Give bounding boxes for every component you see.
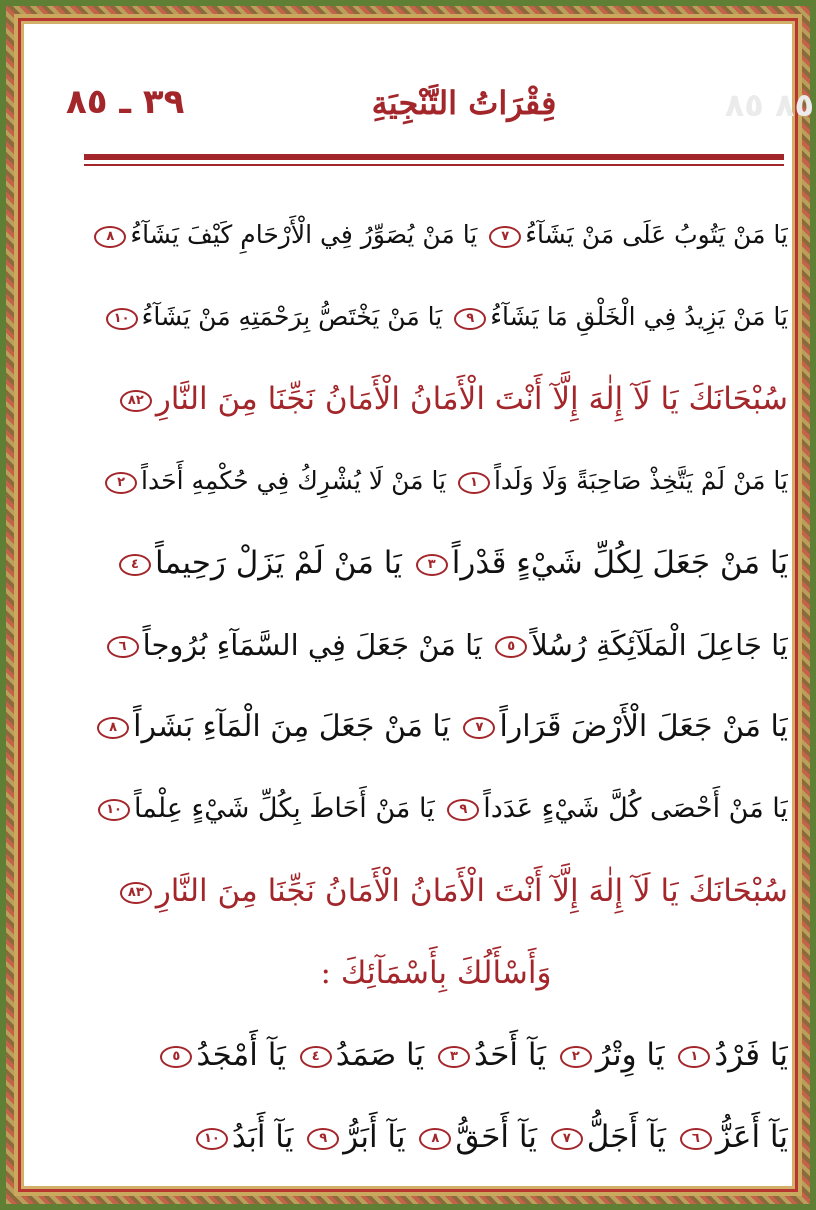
page-range: ٣٩ ـ ٨٥ xyxy=(66,82,185,122)
line-text: يَا مَنْ يَتُوبُ عَلَى مَنْ يَشَآءُ xyxy=(525,220,788,249)
line-text: يَآ أَجَلُّ xyxy=(586,1119,666,1155)
verse-number-marker: ٢ xyxy=(105,472,137,494)
line-text: يَا مَنْ لَمْ يَتَّخِذْ صَاحِبَةً وَلَا وَلَداً xyxy=(493,466,788,495)
line-text: يَا جَاعِلَ الْمَلَآئِكَةِ رُسُلاً xyxy=(531,628,788,662)
text-line xyxy=(84,686,788,768)
verse-number-marker: ٩ xyxy=(447,799,479,821)
line-text: يَا مَنْ يَخْتَصُّ بِرَحْمَتِهِ مَنْ يَشَآءُ xyxy=(141,302,443,331)
verse-number-marker: ٨٣ xyxy=(120,882,152,904)
verse-number-marker: ٤ xyxy=(300,1046,332,1068)
text-line xyxy=(84,932,788,1014)
line-text: يَا صَمَدُ xyxy=(335,1037,425,1073)
text-line xyxy=(84,604,788,686)
verse-number-marker: ١ xyxy=(678,1046,710,1068)
verse-number-marker: ٨ xyxy=(97,717,129,739)
verse-number-marker: ٦ xyxy=(107,636,139,658)
chapter-title: فِقْرَاتُ التَّنْجِيَةِ xyxy=(371,84,557,122)
verse-number-marker: ٣ xyxy=(438,1046,470,1068)
text-line xyxy=(84,194,788,276)
verse-number-marker: ١ xyxy=(458,472,490,494)
line-text: يَا فَرْدُ xyxy=(714,1037,788,1073)
line-text: يَآ أَمْجَدُ xyxy=(196,1037,286,1073)
header-rule-thin xyxy=(84,164,784,166)
line-text: سُبْحَانَكَ يَا لَآ إِلٰهَ إِلَّآ أَنْتَ الْأَمَانُ الْأَمَانُ نَجِّنَا مِنَ النَّارِ xyxy=(155,381,788,417)
text-line xyxy=(84,522,788,604)
line-text: يَا مَنْ يُصَوِّرُ فِي الْأَرْحَامِ كَيْفَ يَشَآءُ xyxy=(130,220,478,249)
line-text: سُبْحَانَكَ يَا لَآ إِلٰهَ إِلَّآ أَنْتَ الْأَمَانُ الْأَمَانُ نَجِّنَا مِنَ النَّارِ xyxy=(155,873,788,909)
text-line xyxy=(84,1096,788,1178)
verse-number-marker: ٧ xyxy=(551,1128,583,1150)
header-rule-thick xyxy=(84,154,784,160)
text-line xyxy=(84,1014,788,1096)
text-lines xyxy=(84,194,788,1178)
verse-number-marker: ٦ xyxy=(680,1128,712,1150)
verse-number-marker: ٥ xyxy=(160,1046,192,1068)
line-text: يَآ أَبَرُّ xyxy=(343,1119,406,1155)
page-content xyxy=(24,24,814,1186)
text-line xyxy=(84,768,788,850)
ghost-page-number: ٨٥ ٨٥ xyxy=(724,86,814,124)
verse-number-marker: ٧ xyxy=(463,717,495,739)
line-text: يَآ أَحَدُ xyxy=(474,1037,546,1073)
line-text: يَا مَنْ جَعَلَ فِي السَّمَآءِ بُرُوجاً xyxy=(142,628,482,662)
line-text: يَا مَنْ لَمْ يَزَلْ رَحِيماً xyxy=(155,545,402,581)
verse-number-marker: ٧ xyxy=(489,226,521,248)
line-text: يَا مَنْ أَحَاطَ بِكُلِّ شَيْءٍ عِلْماً xyxy=(134,793,435,824)
verse-number-marker: ٨ xyxy=(419,1128,451,1150)
line-text: يَا مَنْ جَعَلَ مِنَ الْمَآءِ بَشَراً xyxy=(133,709,450,744)
verse-number-marker: ١٠ xyxy=(196,1128,228,1150)
text-line xyxy=(84,276,788,358)
verse-number-marker: ٣ xyxy=(416,554,448,576)
line-text: يَآ أَبَدُ xyxy=(231,1119,294,1155)
line-text: يَا مَنْ يَزِيدُ فِي الْخَلْقِ مَا يَشَآءُ xyxy=(490,302,788,331)
verse-number-marker: ١٠ xyxy=(98,799,130,821)
verse-number-marker: ٩ xyxy=(307,1128,339,1150)
page-header xyxy=(54,82,814,132)
text-line xyxy=(84,850,788,932)
text-line xyxy=(84,440,788,522)
line-text: يَا مَنْ أَحْصَى كُلَّ شَيْءٍ عَدَداً xyxy=(483,793,788,824)
text-line xyxy=(84,358,788,440)
line-text: يَا مَنْ جَعَلَ لِكُلِّ شَيْءٍ قَدْراً xyxy=(451,545,788,581)
verse-number-marker: ٨ xyxy=(94,226,126,248)
line-text: يَآ أَحَقُّ xyxy=(455,1119,537,1155)
verse-number-marker: ٩ xyxy=(454,308,486,330)
line-text: يَا مَنْ جَعَلَ الْأَرْضَ قَرَاراً xyxy=(499,709,788,744)
line-text: يَا مَنْ لَا يُشْرِكُ فِي حُكْمِهِ أَحَداً xyxy=(141,466,447,495)
verse-number-marker: ٨٢ xyxy=(120,390,152,412)
line-text: يَا وِتْرُ xyxy=(595,1037,665,1073)
line-text: وَأَسْأَلُكَ بِأَسْمَآئِكَ : xyxy=(320,955,552,991)
verse-number-marker: ١٠ xyxy=(106,308,138,330)
verse-number-marker: ٥ xyxy=(495,636,527,658)
verse-number-marker: ٢ xyxy=(560,1046,592,1068)
line-text: يَآ أَعَزُّ xyxy=(715,1119,788,1155)
verse-number-marker: ٤ xyxy=(119,554,151,576)
